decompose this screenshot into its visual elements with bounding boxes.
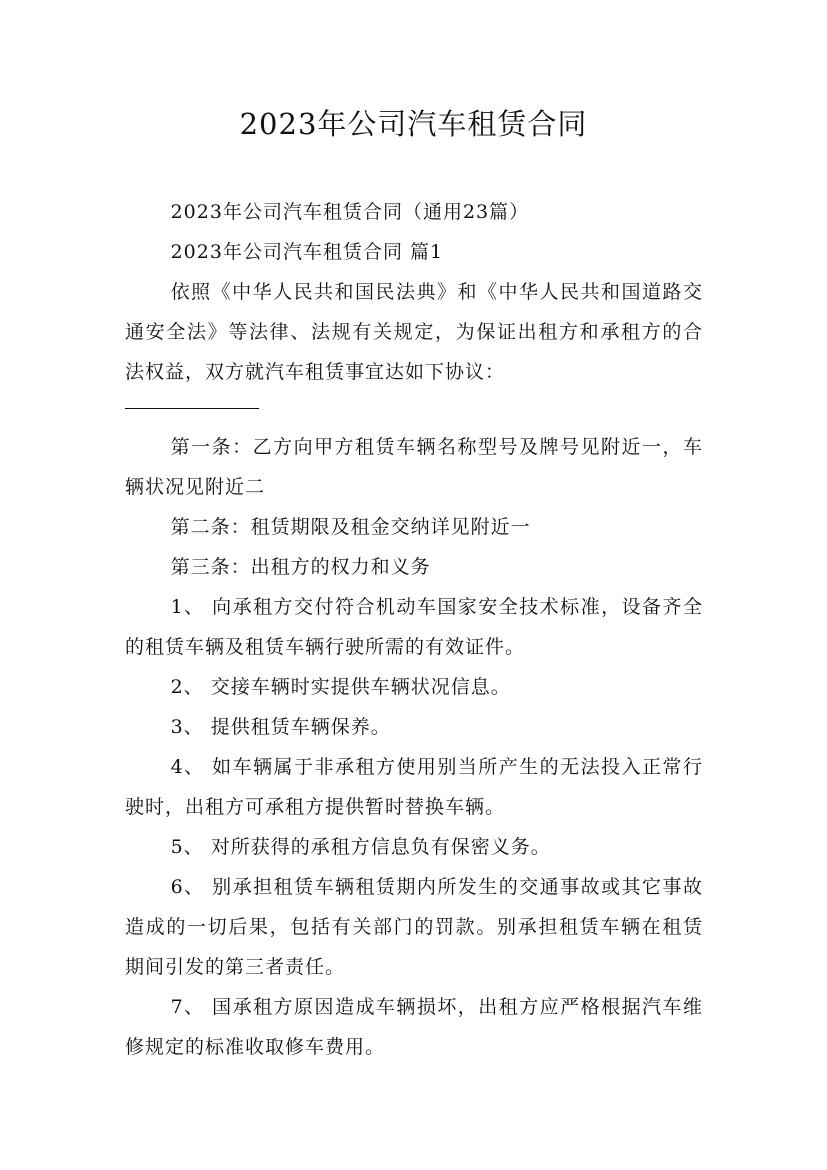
clause-3: 3、 提供租赁车辆保养。 bbox=[170, 716, 391, 738]
blank-fill-line bbox=[125, 392, 259, 409]
clause-1: 1、 向承租方交付符合机动车国家安全技术标准，设备齐全的租赁车辆及租赁车辆行驶所需的有效证件。 bbox=[125, 596, 703, 658]
article-1: 第一条：乙方向甲方租赁车辆名称型号及牌号见附近一，车辆状况见附近二 bbox=[125, 436, 703, 498]
clause-6: 6、 别承担租赁车辆租赁期内所发生的交通事故或其它事故造成的一切后果，包括有关部门的罚款。别承担租赁车辆在租赁期间引发的第三者责任。 bbox=[125, 876, 703, 978]
clause-2: 2、 交接车辆时实提供车辆状况信息。 bbox=[170, 676, 511, 698]
document-body bbox=[125, 192, 703, 1067]
contract-subtitle: 2023年公司汽车租赁合同（通用23篇） bbox=[170, 201, 530, 223]
clause-5: 5、 对所获得的承租方信息负有保密义务。 bbox=[170, 836, 551, 858]
clause-4: 4、 如车辆属于非承租方使用别当所产生的无法投入正常行驶时，出租方可承租方提供暂时替换车辆。 bbox=[125, 756, 703, 818]
section-heading: 2023年公司汽车租赁合同 篇1 bbox=[170, 241, 444, 263]
article-3: 第三条：出租方的权力和义务 bbox=[170, 556, 431, 578]
article-2: 第二条：租赁期限及租金交纳详见附近一 bbox=[170, 516, 531, 538]
preamble-paragraph: 依照《中华人民共和国民法典》和《中华人民共和国道路交通安全法》等法律、法规有关规定，为保证出租方和承租方的合法权益，双方就汽车租赁事宜达如下协议： bbox=[125, 281, 703, 383]
document-title: 2023年公司汽车租赁合同 bbox=[239, 107, 588, 141]
clause-7: 7、 国承租方原因造成车辆损坏，出租方应严格根据汽车维修规定的标准收取修车费用。 bbox=[125, 996, 703, 1058]
